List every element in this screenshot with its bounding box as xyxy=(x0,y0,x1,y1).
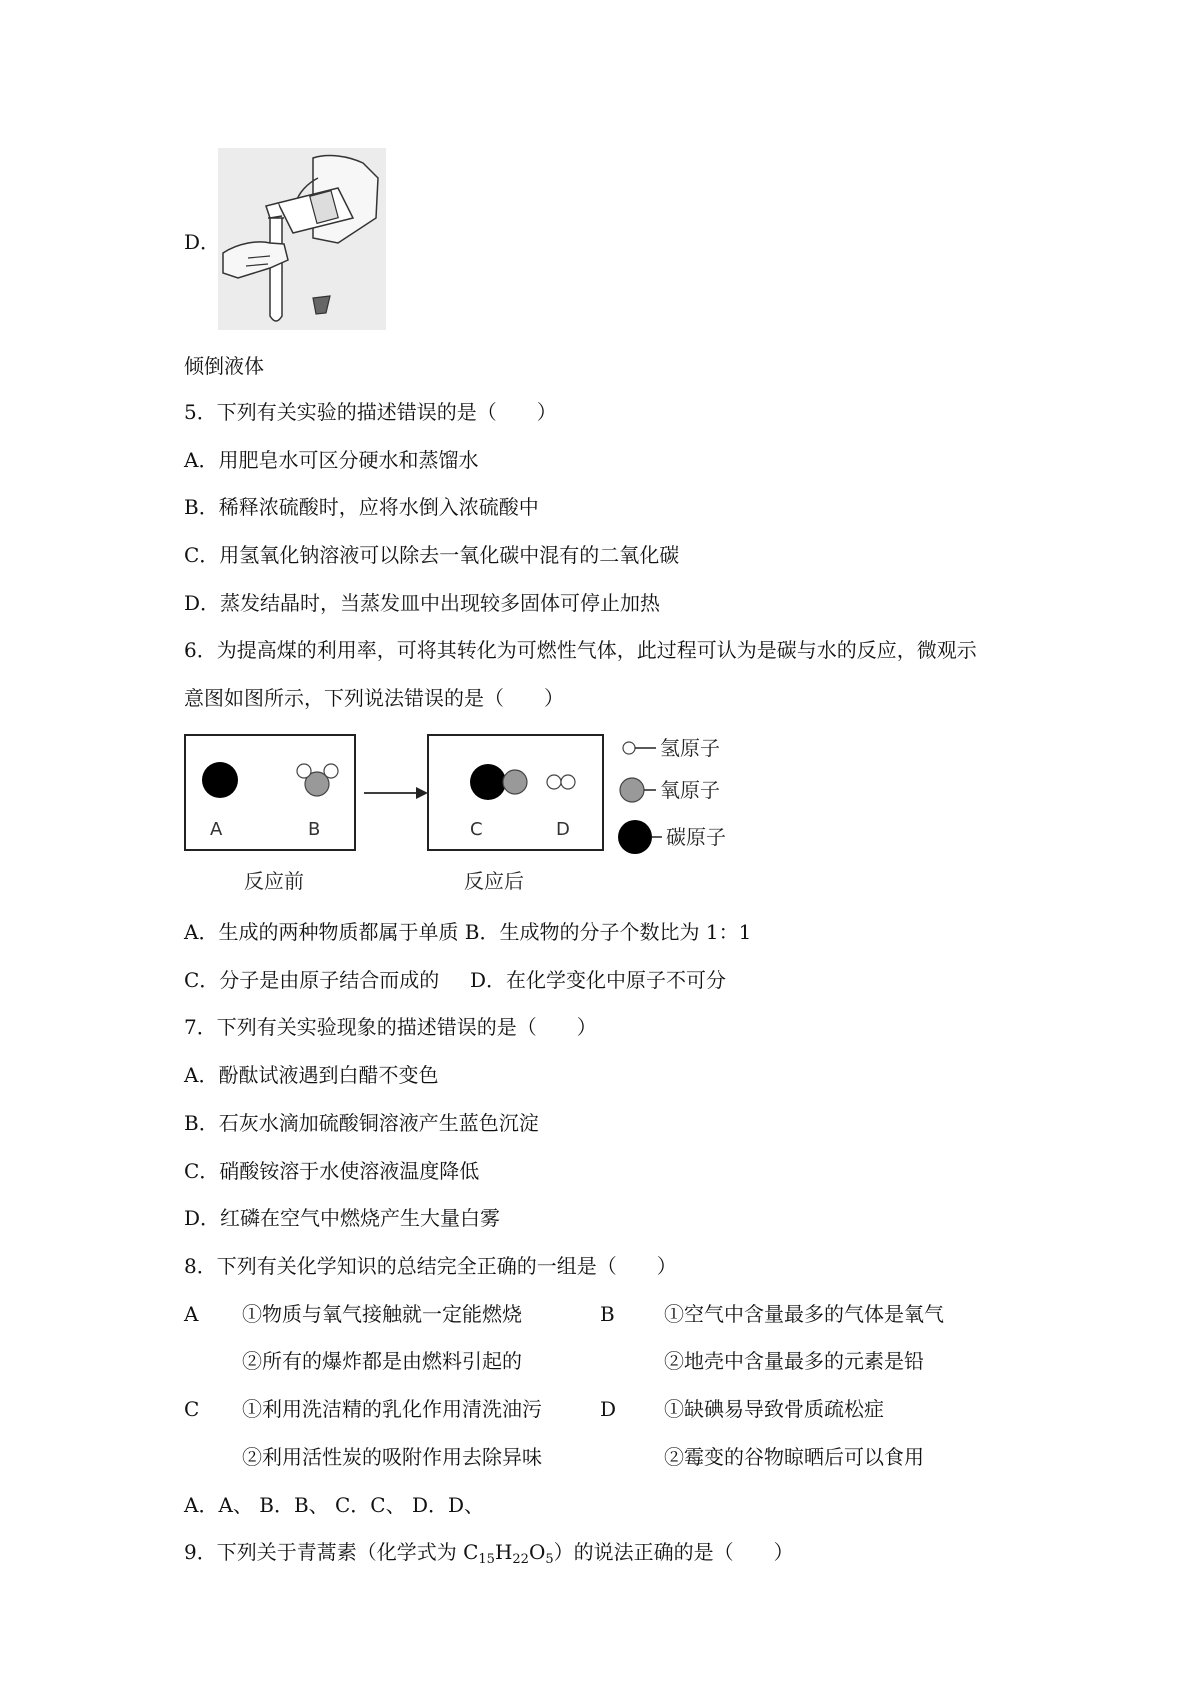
q8-group-c-item2: ②利用活性炭的吸附作用去除异味 xyxy=(242,1445,542,1469)
q5-option-d: D．蒸发结晶时，当蒸发皿中出现较多固体可停止加热 xyxy=(184,591,661,615)
q9-stem-suffix: ）的说法正确的是（ ） xyxy=(553,1540,794,1564)
q8-group-a-item2: ②所有的爆炸都是由燃料引起的 xyxy=(242,1349,522,1373)
q5-stem: 5．下列有关实验的描述错误的是（ ） xyxy=(184,400,557,424)
q6-stem-line1: 6．为提高煤的利用率，可将其转化为可燃性气体，此过程可认为是碳与水的反应，微观示 xyxy=(184,638,977,662)
q8-group-b-letter: B xyxy=(600,1302,615,1326)
carbon-atom-a xyxy=(202,762,238,798)
after-caption: 反应后 xyxy=(464,869,524,893)
q5-option-b: B．稀释浓硫酸时，应将水倒入浓硫酸中 xyxy=(184,495,539,519)
label-d: D xyxy=(556,819,570,840)
pouring-liquid-illustration xyxy=(218,148,386,330)
hydrogen-atom-d2 xyxy=(561,775,575,789)
q5-option-a: A．用肥皂水可区分硬水和蒸馏水 xyxy=(184,448,479,472)
q9-sub-22: 22 xyxy=(512,1552,529,1567)
q5-option-c: C．用氢氧化钠溶液可以除去一氧化碳中混有的二氧化碳 xyxy=(184,543,680,567)
legend-carbon-icon xyxy=(618,820,652,854)
hydrogen-atom-d1 xyxy=(547,775,561,789)
q8-group-b-item1: ①空气中含量最多的气体是氧气 xyxy=(664,1302,944,1326)
q7-option-a: A．酚酞试液遇到白醋不变色 xyxy=(184,1063,439,1087)
q6-options-line2-a: C．分子是由原子结合而成的 xyxy=(184,968,440,992)
q8-group-d-item1: ①缺碘易导致骨质疏松症 xyxy=(664,1397,884,1421)
label-c: C xyxy=(470,819,483,840)
q7-option-d: D．红磷在空气中燃烧产生大量白雾 xyxy=(184,1206,501,1230)
legend-hydrogen-label: 氢原子 xyxy=(660,736,720,760)
hydrogen-atom-b1 xyxy=(297,764,311,778)
q9-h: H xyxy=(494,1540,513,1564)
before-caption: 反应前 xyxy=(244,869,304,893)
q8-group-d-item2: ②霉变的谷物晾晒后可以食用 xyxy=(664,1445,924,1469)
q8-group-a-item1: ①物质与氧气接触就一定能燃烧 xyxy=(242,1302,522,1326)
legend-hydrogen-icon xyxy=(623,742,635,754)
q7-stem: 7．下列有关实验现象的描述错误的是（ ） xyxy=(184,1015,597,1039)
q9-sub-5: 5 xyxy=(545,1552,554,1567)
q9-o: O xyxy=(528,1540,546,1564)
q6-options-line2-b: D．在化学变化中原子不可分 xyxy=(470,968,727,992)
q8-group-d-letter: D xyxy=(600,1397,617,1421)
q9-stem-prefix: 9．下列关于青蒿素（化学式为 C xyxy=(184,1540,479,1564)
q9-stem xyxy=(184,1538,794,1566)
q8-group-a-letter: A xyxy=(184,1302,199,1326)
q8-group-c-item1: ①利用洗洁精的乳化作用清洗油污 xyxy=(242,1397,542,1421)
label-a: A xyxy=(210,819,223,840)
label-b: B xyxy=(308,819,321,840)
q8-group-c-letter: C xyxy=(184,1397,200,1421)
legend-carbon-label: 碳原子 xyxy=(666,825,726,849)
carbon-atom-c xyxy=(470,764,506,800)
q7-option-c: C．硝酸铵溶于水使溶液温度降低 xyxy=(184,1159,480,1183)
q6-options-line1: A．生成的两种物质都属于单质 B．生成物的分子个数比为 1：1 xyxy=(184,920,752,944)
legend-oxygen-icon xyxy=(620,778,644,802)
oxygen-atom-c xyxy=(503,770,527,794)
q8-answers: A．A、 B．B、 C．C、 D．D、 xyxy=(184,1493,485,1517)
reaction-micro-diagram xyxy=(180,725,780,905)
legend-oxygen-label: 氧原子 xyxy=(660,778,720,802)
q8-group-b-item2: ②地壳中含量最多的元素是铅 xyxy=(664,1349,924,1373)
q6-stem-line2: 意图如图所示，下列说法错误的是（ ） xyxy=(184,686,564,710)
hydrogen-atom-b2 xyxy=(324,764,338,778)
reaction-arrow-head xyxy=(416,787,428,799)
q9-sub-15: 15 xyxy=(478,1552,495,1567)
q8-stem: 8．下列有关化学知识的总结完全正确的一组是（ ） xyxy=(184,1254,677,1278)
q7-option-b: B．石灰水滴加硫酸铜溶液产生蓝色沉淀 xyxy=(184,1111,539,1135)
q4-option-d-label: D． xyxy=(184,230,221,254)
q4-option-d-caption: 倾倒液体 xyxy=(184,354,264,378)
